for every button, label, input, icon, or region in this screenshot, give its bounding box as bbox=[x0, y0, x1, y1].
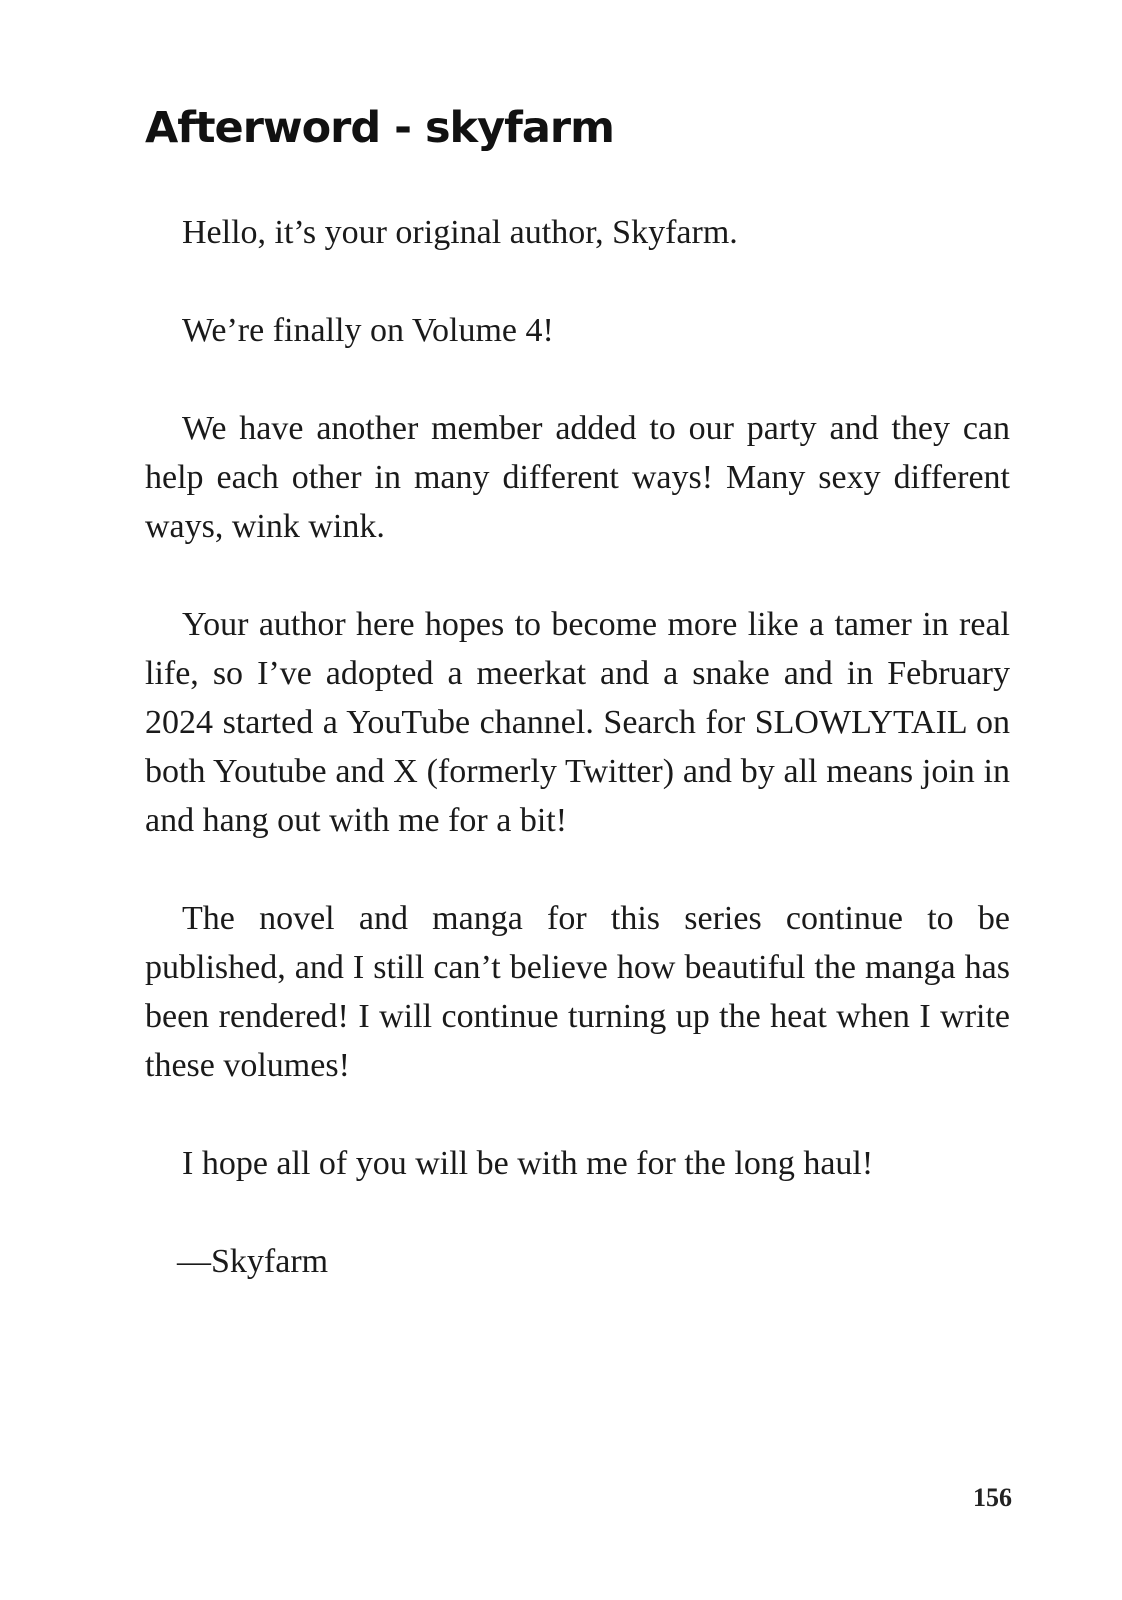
afterword-body bbox=[145, 208, 1010, 1286]
paragraph-youtube: Your author here hopes to become more like a tamer in real life, so I’ve adopted a meerkat and a snake and in February 2024 started a YouTube channel. Search for SLOWLYTAIL on both Youtube and X (formerly Twitter) and by all means join in and hang out with me for a bit! bbox=[145, 606, 1010, 839]
signature: —Skyfarm bbox=[177, 1243, 329, 1280]
paragraph-manga: The novel and manga for this series continue to be published, and I still can’t believe how beautiful the manga has been rendered! I will continue turning up the heat when I write these volumes! bbox=[145, 900, 1010, 1084]
paragraph-volume: We’re finally on Volume 4! bbox=[182, 312, 554, 349]
paragraph-party: We have another member added to our party and they can help each other in many different ways! Many sexy different ways, wink wink. bbox=[145, 410, 1010, 545]
paragraph-closing: I hope all of you will be with me for the long haul! bbox=[182, 1145, 874, 1182]
paragraph-greeting: Hello, it’s your original author, Skyfarm. bbox=[182, 214, 738, 251]
page-title: Afterword - skyfarm bbox=[145, 103, 614, 153]
page-number: 156 bbox=[973, 1483, 1012, 1512]
